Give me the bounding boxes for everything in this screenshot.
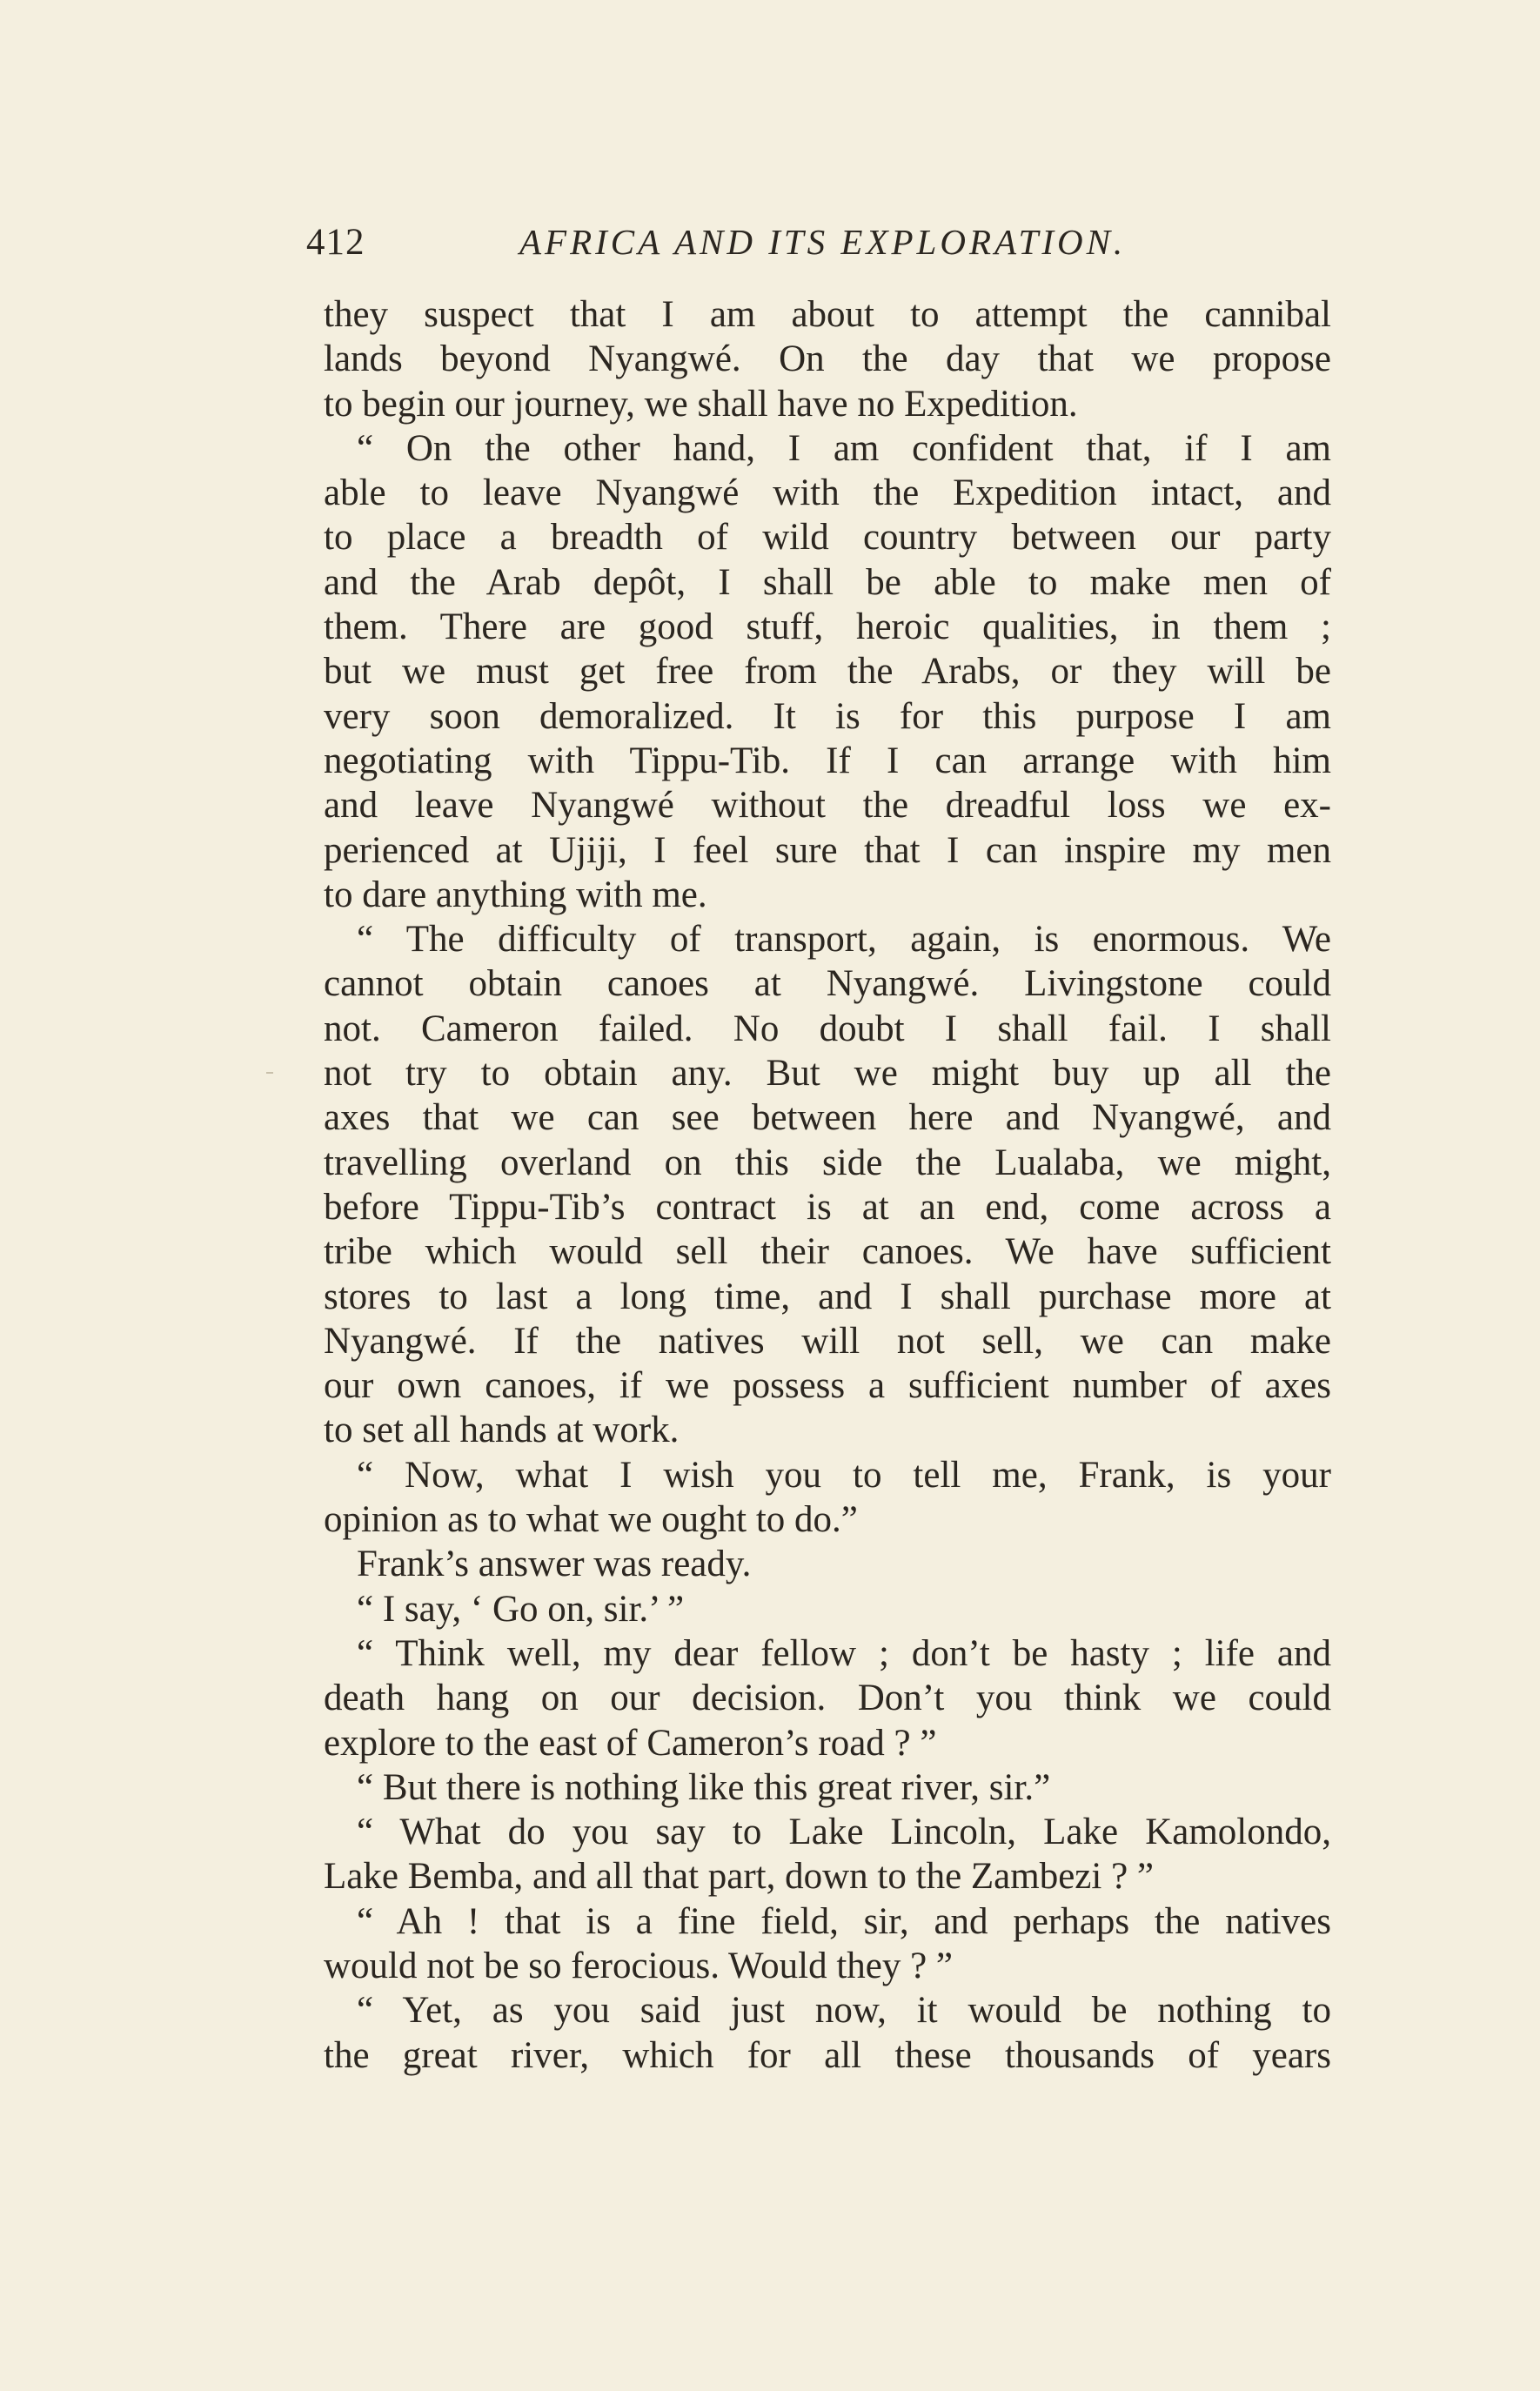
text-line: cannot obtain canoes at Nyangwé. Livingstone could (324, 963, 1331, 1005)
text-line: would not be so ferocious. Would they ? ” (324, 1945, 954, 1986)
text-line: tribe which would sell their canoes. We have sufficient (324, 1231, 1331, 1273)
text-line: Frank’s answer was ready. (357, 1544, 752, 1585)
text-line: “ Ah ! that is a fine field, sir, and perhaps the natives (357, 1900, 1331, 1942)
text-line: explore to the east of Cameron’s road ? ” (324, 1722, 937, 1764)
text-line: opinion as to what we ought to do.” (324, 1499, 858, 1541)
text-line: they suspect that I am about to attempt the cannibal (324, 294, 1331, 335)
text-line: very soon demoralized. It is for this purpose I am (324, 695, 1331, 737)
text-line: “ I say, ‘ Go on, sir.’ ” (357, 1588, 685, 1630)
text-line: “ What do you say to Lake Lincoln, Lake Kamolondo, (357, 1812, 1331, 1853)
margin-mark (266, 1072, 273, 1074)
text-line: death hang on our decision. Don’t you think we could (324, 1678, 1331, 1719)
text-line: but we must get free from the Arabs, or they will be (324, 651, 1331, 693)
text-line: not try to obtain any. But we might buy up all the (324, 1053, 1331, 1095)
text-line: and the Arab depôt, I shall be able to make men of (324, 561, 1331, 603)
text-line: to place a breadth of wild country between our party (324, 517, 1331, 559)
text-line: not. Cameron failed. No doubt I shall fail. I shall (324, 1008, 1331, 1049)
text-line: our own canoes, if we possess a sufficient number of axes (324, 1365, 1331, 1407)
text-line: to dare anything with me. (324, 874, 707, 915)
text-line: perienced at Ujiji, I feel sure that I can inspire my men (324, 829, 1331, 871)
page-header (306, 209, 1333, 270)
text-line: “ Think well, my dear fellow ; don’t be hasty ; life and (357, 1632, 1331, 1674)
text-line: to set all hands at work. (324, 1410, 680, 1451)
text-line: the great river, which for all these thousands of years (324, 2034, 1331, 2076)
text-line: able to leave Nyangwé with the Expedition intact, and (324, 472, 1331, 514)
text-line: and leave Nyangwé without the dreadful loss we ex- (324, 785, 1331, 827)
text-line: before Tippu-Tib’s contract is at an end, come across a (324, 1186, 1331, 1228)
text-line: lands beyond Nyangwé. On the day that we propose (324, 338, 1331, 380)
text-line: to begin our journey, we shall have no Expedition. (324, 383, 1078, 425)
text-line: “ On the other hand, I am confident that, if I am (357, 427, 1331, 469)
running-head: AFRICA AND ITS EXPLORATION. (519, 222, 1127, 262)
text-line: Lake Bemba, and all that part, down to the Zambezi ? ” (324, 1856, 1154, 1898)
text-line: axes that we can see between here and Nyangwé, and (324, 1097, 1331, 1139)
body-text (324, 292, 1331, 2078)
text-line: “ The difficulty of transport, again, is enormous. We (357, 919, 1331, 961)
text-line: Nyangwé. If the natives will not sell, we can make (324, 1320, 1331, 1362)
text-line: “ But there is nothing like this great river, sir.” (357, 1766, 1051, 1808)
text-line: them. There are good stuff, heroic qualities, in them ; (324, 606, 1331, 648)
page-number: 412 (306, 222, 365, 263)
text-line: stores to last a long time, and I shall purchase more at (324, 1276, 1331, 1317)
text-line: travelling overland on this side the Lualaba, we might, (324, 1142, 1331, 1183)
text-line: negotiating with Tippu-Tib. If I can arrange with him (324, 740, 1331, 781)
text-line: “ Now, what I wish you to tell me, Frank, is your (357, 1454, 1331, 1496)
text-line: “ Yet, as you said just now, it would be nothing to (357, 1990, 1331, 2032)
